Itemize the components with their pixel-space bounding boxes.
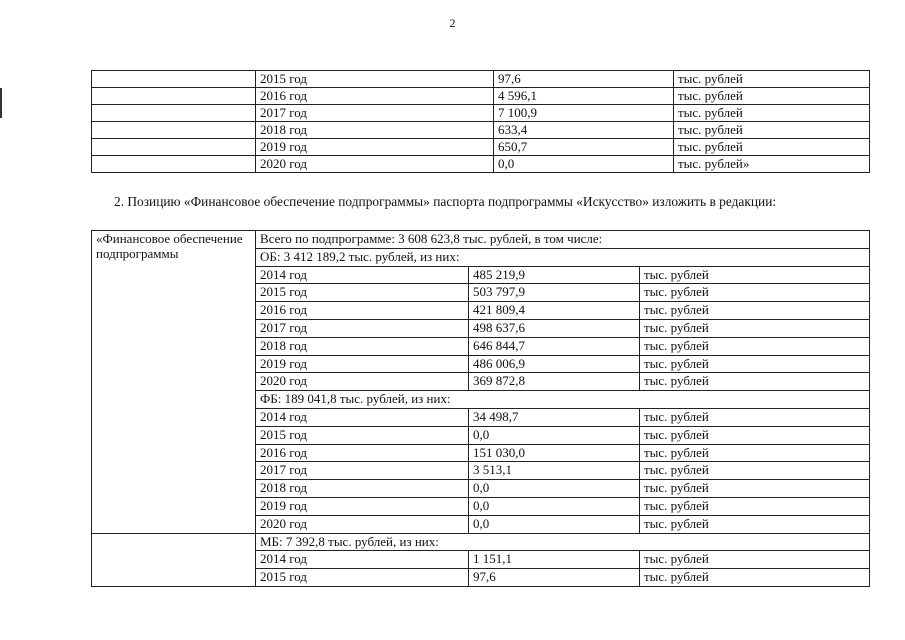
empty-label-cell [92,156,256,173]
total-cell: Всего по подпрограмме: 3 608 623,8 тыс. рублей, в том числе: [256,231,870,249]
cell-unit: тыс. рублей [640,497,870,515]
cell-value: 0,0 [469,480,640,498]
cell-year: 2020 год [256,156,494,173]
table-row [92,139,870,156]
cell-value: 633,4 [494,122,674,139]
cell-year: 2016 год [256,88,494,105]
group-header-fb: ФБ: 189 041,8 тыс. рублей, из них: [256,391,870,409]
cell-value: 503 797,9 [469,284,640,302]
cell-value: 369 872,8 [469,373,640,391]
table-row [92,88,870,105]
cell-year: 2015 год [256,569,469,587]
empty-label-cell [92,105,256,122]
label-cell: «Финансовое обеспечение подпрограммы [92,231,256,534]
cell-unit: тыс. рублей [640,355,870,373]
funding-continuation-table [91,70,870,173]
cell-value: 3 513,1 [469,462,640,480]
cell-value: 34 498,7 [469,408,640,426]
cell-value: 97,6 [469,569,640,587]
cell-value: 0,0 [469,497,640,515]
empty-label-cell [92,88,256,105]
cell-value: 0,0 [469,426,640,444]
cell-year: 2016 год [256,302,469,320]
funding-table [91,230,870,587]
table-row [92,71,870,88]
cell-unit: тыс. рублей [674,88,870,105]
cell-unit: тыс. рублей [674,105,870,122]
cell-unit: тыс. рублей [640,319,870,337]
cell-year: 2019 год [256,139,494,156]
cell-year: 2019 год [256,355,469,373]
group-header-mb: МБ: 7 392,8 тыс. рублей, из них: [256,533,870,551]
group-header-row-mb [92,533,870,551]
table-row [92,105,870,122]
cell-value: 646 844,7 [469,337,640,355]
cell-year: 2019 год [256,497,469,515]
cell-unit: тыс. рублей [640,462,870,480]
cell-value: 485 219,9 [469,266,640,284]
empty-label-cell [92,71,256,88]
cell-year: 2020 год [256,373,469,391]
cell-value: 498 637,6 [469,319,640,337]
cell-unit: тыс. рублей [640,284,870,302]
cell-year: 2015 год [256,71,494,88]
cell-unit: тыс. рублей [640,444,870,462]
cell-unit: тыс. рублей [640,551,870,569]
group-header-ob: ОБ: 3 412 189,2 тыс. рублей, из них: [256,248,870,266]
cell-year: 2017 год [256,319,469,337]
cell-value: 151 030,0 [469,444,640,462]
cell-year: 2018 год [256,122,494,139]
cell-value: 421 809,4 [469,302,640,320]
cell-unit: тыс. рублей [640,426,870,444]
cell-value: 650,7 [494,139,674,156]
cell-value: 486 006,9 [469,355,640,373]
cell-unit: тыс. рублей [640,373,870,391]
empty-label-cell [92,139,256,156]
cell-unit: тыс. рублей [640,266,870,284]
cell-value: 0,0 [494,156,674,173]
cell-year: 2017 год [256,462,469,480]
cell-value: 97,6 [494,71,674,88]
cell-unit: тыс. рублей [674,139,870,156]
cell-year: 2018 год [256,337,469,355]
scan-margin-mark [0,88,2,118]
cell-year: 2017 год [256,105,494,122]
cell-year: 2015 год [256,426,469,444]
cell-unit: тыс. рублей [640,480,870,498]
cell-value: 1 151,1 [469,551,640,569]
paragraph-item-2: 2. Позицию «Финансовое обеспечение подпрограммы» паспорта подпрограммы «Искусство» изложить в редакции: [114,194,777,209]
cell-year: 2016 год [256,444,469,462]
empty-label-cell [92,122,256,139]
cell-unit: тыс. рублей [640,337,870,355]
cell-unit: тыс. рублей [674,122,870,139]
table-row [92,156,870,173]
cell-year: 2015 год [256,284,469,302]
cell-unit: тыс. рублей [640,408,870,426]
cell-value: 4 596,1 [494,88,674,105]
table-row [92,122,870,139]
cell-year: 2018 год [256,480,469,498]
cell-year: 2014 год [256,551,469,569]
cell-unit: тыс. рублей [674,71,870,88]
cell-unit: тыс. рублей [640,569,870,587]
cell-year: 2014 год [256,408,469,426]
cell-year: 2014 год [256,266,469,284]
table-row-total [92,231,870,249]
cell-unit: тыс. рублей [640,515,870,533]
cell-unit: тыс. рублей [640,302,870,320]
cell-value: 7 100,9 [494,105,674,122]
page-number: 2 [449,16,456,30]
cell-value: 0,0 [469,515,640,533]
cell-year: 2020 год [256,515,469,533]
empty-label-cell [92,533,256,586]
cell-unit: тыс. рублей» [674,156,870,173]
